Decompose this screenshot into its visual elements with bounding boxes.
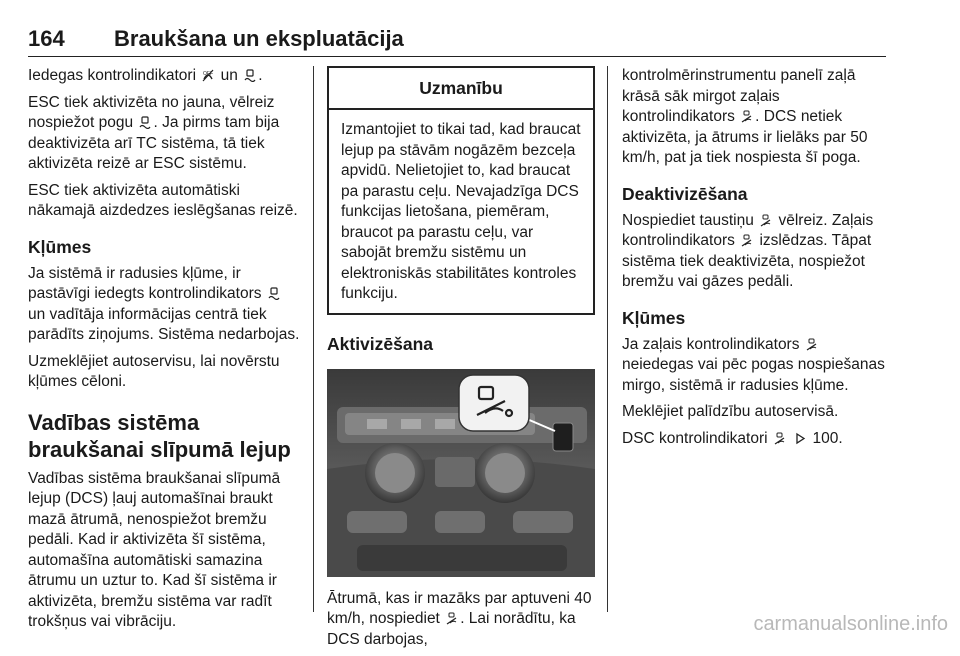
esc-off-icon <box>202 69 214 82</box>
watermark: carmanualsonline.info <box>753 613 948 635</box>
paragraph: ESC tiek aktivizēta automātiski nākamajā aizdedzes ieslēgšanas reizē. <box>28 181 298 219</box>
heading-dcs: Vadības sistēma braukšanai slīpumā lejup <box>28 409 291 462</box>
column-divider <box>313 66 314 612</box>
column-divider <box>607 66 608 612</box>
column-1 <box>28 66 300 639</box>
paragraph: ESC tiek aktivizēta no jauna, vēlreiz nospiežot pogu . Ja pirms tam bija deaktivizēta arī TC sistēma, tā tiek aktivizēta reizē ar ESC sistēmu. <box>28 93 280 172</box>
svg-text:OFF: OFF <box>203 71 214 77</box>
esc-button-icon <box>139 116 151 129</box>
dcs-indicator-icon <box>741 110 753 123</box>
dcs-button-icon <box>760 214 772 227</box>
esc-icon <box>244 69 256 82</box>
paragraph: kontrolmērinstrumentu panelī zaļā krāsā sāk mirgot zaļais kontrolindikators . DCS netiek aktivizēta, ja ātrums ir lielāks par 50 km/h, pat ja tiek nospiesta šī poga. <box>622 67 868 166</box>
page-number: 164 <box>28 26 65 51</box>
page-reference-arrow-icon[interactable] <box>794 432 806 445</box>
page-header <box>28 26 888 56</box>
esc-fault-icon <box>268 287 280 300</box>
warning-body: Izmantojiet to tikai tad, kad braucat lejup pa stāvām nogāzēm bezceļa apvidū. Nelietojiet to, kad braucat pa parastu ceļu. Nevajadzīga DCS funkcijas lietošana, piemēram, braucot pa parastu ceļu, var sabojāt bremžu sistēmu un elektroniskās stabilitātes kontroles funkciju. <box>341 121 581 302</box>
page-title: Braukšana un ekspluatācija <box>114 26 404 51</box>
heading-activation: Aktivizēšana <box>327 333 434 354</box>
dcs-indicator-icon <box>774 432 786 445</box>
paragraph: Ātrumā, kas ir mazāks par aptuveni 40 km/h, nospiediet . Lai norādītu, ka DCS darbojas, <box>327 589 592 648</box>
column-2 <box>327 66 595 656</box>
warning-title: Uzmanību <box>329 68 593 110</box>
dcs-button-photo <box>327 369 595 577</box>
paragraph: Meklējiet palīdzību autoservisā. <box>622 403 839 420</box>
page-reference-link[interactable]: 100. <box>812 429 843 447</box>
paragraph: DSC kontrolindikatori 100. <box>622 429 843 447</box>
header-rule <box>28 56 886 57</box>
warning-box <box>327 66 595 315</box>
paragraph: Vadības sistēma braukšanai slīpumā lejup (DCS) ļauj automašīnai braukt mazā ātrumā, nenospiežot bremžu pedāli. Kad ir aktivizēta šī sistēma, automašīna automātiski samazina ātrumu un uztur to. Kad šī sistēma ir aktivizēta, bremžu sistēma var radīt trokšņus vai vibrāciju. <box>28 469 281 630</box>
heading-deactivation: Deaktivizēšana <box>622 183 748 204</box>
column-3 <box>622 66 892 455</box>
paragraph: Nospiediet taustiņu vēlreiz. Zaļais kontrolindikators izslēdzas. Tāpat sistēma tiek deaktivizēta, nospiežot bremžu vai gāzes pedāli. <box>622 211 874 290</box>
paragraph: Iedegas kontrolindikatori OFF un . <box>28 67 263 84</box>
paragraph: Ja zaļais kontrolindikators neiedegas vai pēc pogas nospiešanas mirgo, sistēmā ir radusies kļūme. <box>622 335 885 394</box>
heading-faults: Kļūmes <box>622 307 686 328</box>
heading-faults: Kļūmes <box>28 236 92 257</box>
paragraph: Uzmeklējiet autoservisu, lai novērstu kļūmes cēloni. <box>28 352 280 390</box>
dcs-button-icon <box>446 612 458 625</box>
paragraph: Ja sistēmā ir radusies kļūme, ir pastāvīgi iedegts kontrolindikators un vadītāja informācijas centrā tiek parādīts ziņojums. Sistēma nedarbojas. <box>28 264 300 343</box>
dcs-indicator-icon <box>741 234 753 247</box>
dcs-indicator-icon <box>806 338 818 351</box>
